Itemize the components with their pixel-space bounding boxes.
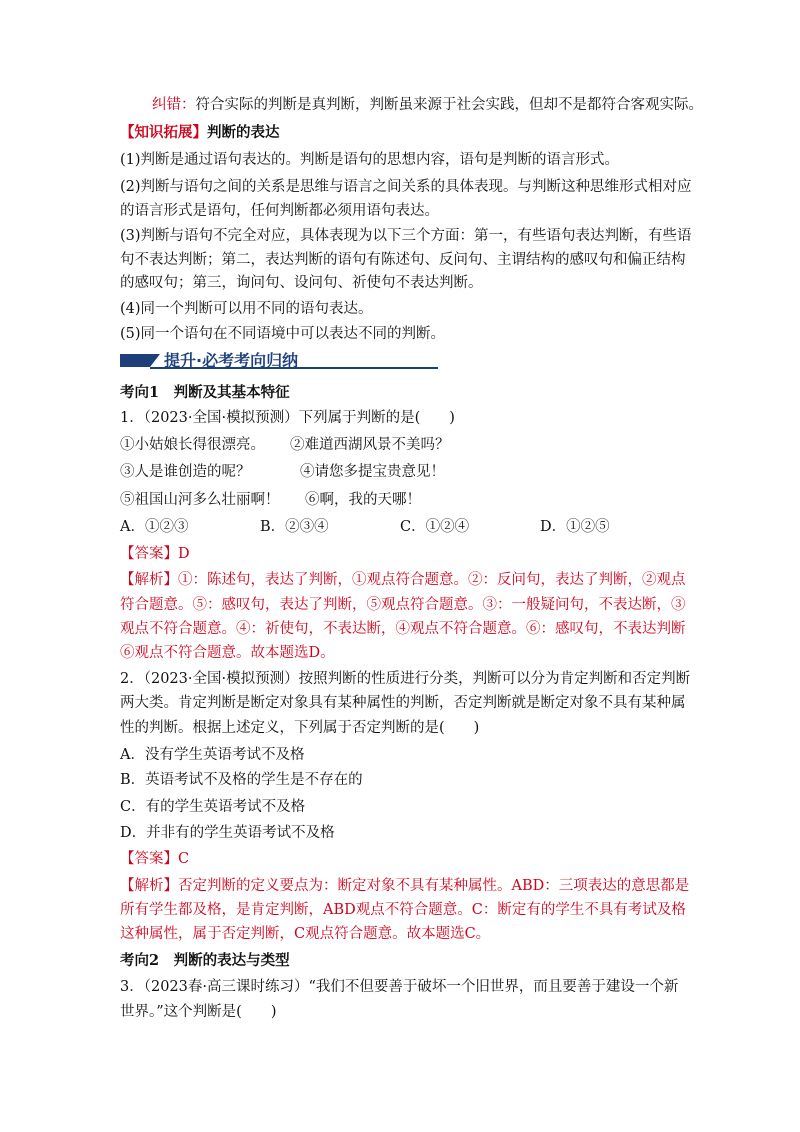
q2-option-d: D．并非有的学生英语考试不及格 bbox=[120, 825, 335, 841]
q2-option-b: B．英语考试不及格的学生是不存在的 bbox=[120, 772, 363, 788]
answer-value: D bbox=[178, 546, 190, 562]
correction-line bbox=[152, 95, 712, 115]
knowledge-title: 判断的表达 bbox=[207, 124, 280, 141]
knowledge-heading bbox=[120, 123, 680, 143]
q1-choices-row bbox=[120, 490, 680, 510]
q1-choice: ②难道西湖风景不美吗？ bbox=[290, 437, 450, 453]
q2-option-c: C．有的学生英语考试不及格 bbox=[120, 799, 306, 815]
q1-stem: 1．（2023·全国·模拟预测）下列属于判断的是( ) bbox=[120, 410, 455, 426]
banner-title: 提升·必考考向归纳 bbox=[164, 351, 299, 370]
section-banner bbox=[120, 351, 438, 371]
q3-stem: 世界。”这个判断是( ) bbox=[120, 1004, 277, 1020]
knowledge-item: 的感叹句；第三，询问句、设问句、祈使句不表达判断。 bbox=[120, 275, 483, 291]
q2-stem: 2．（2023·全国·模拟预测）按照判断的性质进行分类，判断可以分为肯定判断和否定判断 bbox=[120, 671, 691, 687]
q1-choices-row bbox=[120, 435, 680, 455]
knowledge-item: (3)判断与语句不完全对应，具体表现为以下三个方面：第一，有些语句表达判断，有些语 bbox=[120, 228, 692, 244]
q2-option-a: A．没有学生英语考试不及格 bbox=[120, 747, 305, 763]
topic1-title: 考向1 判断及其基本特征 bbox=[120, 384, 290, 401]
q1-analysis: 【解析】①：陈述句，表达了判断，①观点符合题意。②：反问句，表达了判断，②观点 bbox=[120, 572, 686, 588]
q1-choice: ⑥啊，我的天哪！ bbox=[305, 492, 421, 508]
knowledge-item: (2)判断与语句之间的关系是思维与语言之间关系的具体表现。与判断这种思维形式相对应 bbox=[120, 179, 692, 195]
q1-option-d: D．①②⑤ bbox=[540, 519, 610, 535]
knowledge-bracket: 【知识拓展】 bbox=[120, 124, 207, 141]
knowledge-item: (1)判断是通过语句表达的。判断是语句的思想内容，语句是判断的语言形式。 bbox=[120, 152, 620, 168]
q1-choice: ④请您多提宝贵意见！ bbox=[300, 464, 445, 480]
answer-label: 【答案】 bbox=[120, 851, 178, 867]
q3-stem: 3．（2023春·高三课时练习）“我们不但要善于破坏一个旧世界，而且要善于建设一个新 bbox=[120, 979, 679, 995]
q1-choice: ③人是谁创造的呢？ bbox=[120, 464, 251, 480]
q1-option-b: B．②③④ bbox=[260, 519, 329, 535]
banner-bar-icon bbox=[120, 354, 150, 367]
q2-answer bbox=[120, 849, 680, 869]
q1-choices-row bbox=[120, 462, 680, 482]
q2-stem: 两大类。肯定判断是断定对象具有某种属性的判断，否定判断就是断定对象不具有某种属 bbox=[120, 695, 686, 711]
knowledge-item: (5)同一个语句在不同语境中可以表达不同的判断。 bbox=[120, 326, 446, 342]
q2-stem: 性的判断。根据上述定义，下列属于否定判断的是( ) bbox=[120, 720, 480, 736]
q1-analysis: 观点不符合题意。④：祈使句，不表达断，④观点不符合题意。⑥：感叹句，不表达判断 bbox=[120, 621, 686, 637]
q1-choice: ⑤祖国山河多么壮丽啊！ bbox=[120, 492, 280, 508]
topic2-title: 考向2 判断的表达与类型 bbox=[120, 952, 290, 969]
q2-analysis: 所有学生都及格，是肯定判断，ABD观点不符合题意。C：断定有的学生不具有考试及格 bbox=[120, 902, 686, 918]
correction-text: 符合实际的判断是真判断，判断虽来源于社会实践，但却不是都符合客观实际。 bbox=[195, 97, 703, 113]
q1-analysis: ⑥观点不符合题意。故本题选D。 bbox=[120, 645, 335, 661]
knowledge-item: 句不表达判断；第二，表达判断的语句有陈述句、反问句、主谓结构的感叹句和偏正结构 bbox=[120, 252, 686, 268]
q2-analysis: 这种属性，属于否定判断，C观点符合题意。故本题选C。 bbox=[120, 926, 491, 942]
knowledge-item: 的语言形式是语句，任何判断都必须用语句表达。 bbox=[120, 203, 439, 219]
q1-options bbox=[120, 517, 680, 537]
correction-label: 纠错： bbox=[152, 97, 196, 113]
q1-option-a: A．①②③ bbox=[120, 519, 189, 535]
q2-analysis: 【解析】否定判断的定义要点为：断定对象不具有某种属性。ABD：三项表达的意思都是 bbox=[120, 878, 690, 894]
q1-answer bbox=[120, 544, 680, 564]
q1-analysis: 符合题意。⑤：感叹句，表达了判断，⑤观点符合题意。③：一般疑问句，不表达断，③ bbox=[120, 597, 686, 613]
knowledge-item: (4)同一个判断可以用不同的语句表达。 bbox=[120, 301, 373, 317]
q1-choice: ①小姑娘长得很漂亮。 bbox=[120, 437, 265, 453]
q1-option-c: C．①②④ bbox=[400, 519, 470, 535]
answer-label: 【答案】 bbox=[120, 546, 178, 562]
answer-value: C bbox=[178, 851, 190, 867]
